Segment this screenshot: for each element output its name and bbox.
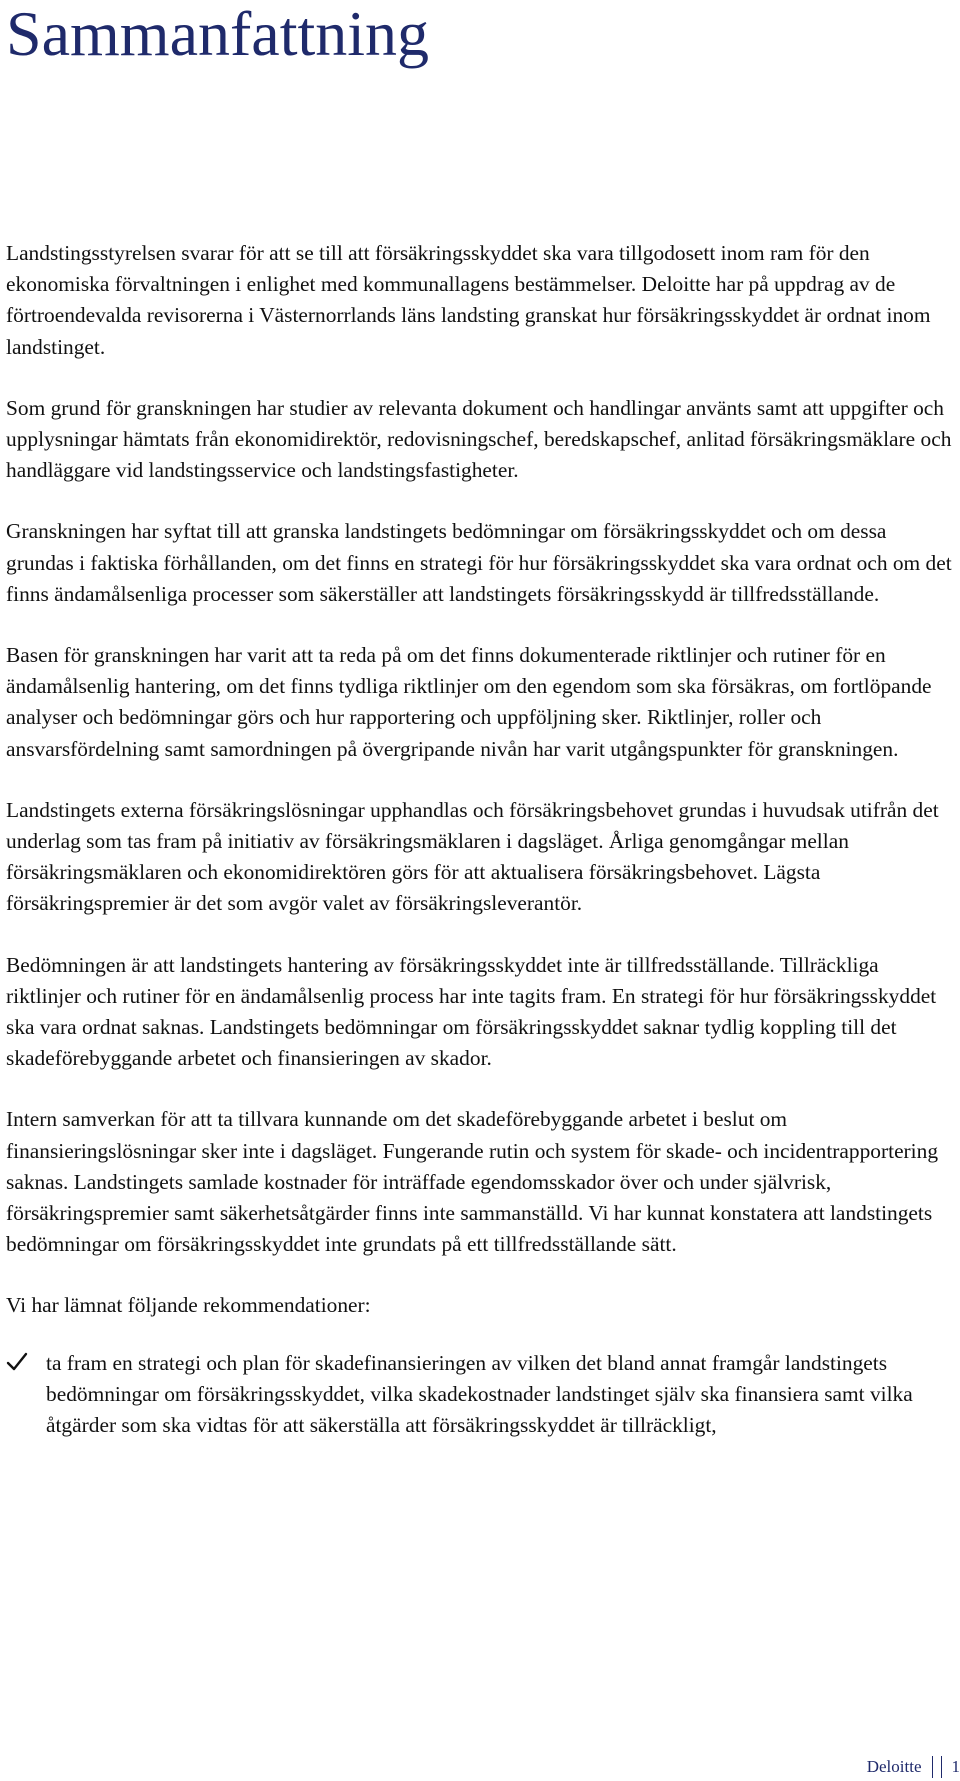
document-body (6, 238, 954, 1441)
recommendation-text: ta fram en strategi och plan för skadefinansieringen av vilken det bland annat framgår landstingets bedömningar om försäkringsskyddet, vilka skadekostnader landstinget själv ska finansiera samt vilka åtgärder som ska vidtas för att säkerställa att försäkringsskyddet är tillräckligt, (46, 1350, 913, 1438)
paragraph-3: Granskningen har syftat till att granska landstingets bedömningar om försäkringsskyddet och om dessa grundas i faktiska förhållanden, om det finns en strategi för hur försäkringsskyddet ska vara ordnat och om det finns ändamålsenliga processer som säkerställer att landstingets försäkringsskydd är tillfredsställande. (6, 519, 952, 606)
footer-brand: Deloitte (866, 1757, 922, 1776)
paragraph-7: Intern samverkan för att ta tillvara kunnande om det skadeförebyggande arbetet i beslut om finansieringslösningar sker inte i dagsläget. Fungerande rutin och system för skade- och incidentrapportering saknas. Landstingets samlade kostnader för inträffade egendomsskador över och under självrisk, försäkringspremier samt säkerhetsåtgärder finns inte sammanställd. Vi har kunnat konstatera att landstingets bedömningar om försäkringsskyddet inte grundats på ett tillfredsställande sätt. (6, 1107, 939, 1257)
footer-divider (932, 1756, 933, 1778)
page-number: 1 (951, 1757, 960, 1776)
list-item (6, 1348, 954, 1442)
page-title: Sammanfattning (6, 0, 430, 69)
recommendations-intro: Vi har lämnat följande rekommendationer: (6, 1293, 371, 1318)
paragraph-4: Basen för granskningen har varit att ta reda på om det finns dokumenterade riktlinjer och rutiner för en ändamålsenlig hantering, om det finns tydliga riktlinjer om den egendom som ska försäkras, om fortlöpande analyser och bedömningar görs och hur rapportering och uppföljning sker. Riktlinjer, roller och ansvarsfördelning samt samordningen på övergripande nivån har varit utgångspunkter för granskningen. (6, 643, 932, 761)
paragraph-6: Bedömningen är att landstingets hantering av försäkringsskyddet inte är tillfredsställande. Tillräckliga riktlinjer och rutiner för en ändamålsenlig process har inte tagits fram. En strategi för hur försäkringsskyddet ska vara ordnat saknas. Landstingets bedömningar om försäkringsskyddet saknar tydlig koppling till det skadeförebyggande arbetet och finansieringen av skador. (6, 952, 937, 1071)
paragraph-1: Landstingsstyrelsen svarar för att se till att försäkringsskyddet ska vara tillgodosett inom ram för den ekonomiska förvaltningen i enlighet med kommunallagens bestämmelser. Deloitte har på uppdrag av de förtroendevalda revisorerna i Västernorrlands läns landsting granskat hur försäkringsskyddet är ordnat inom landstinget. (6, 241, 931, 359)
page-footer (867, 1756, 960, 1778)
paragraph-5: Landstingets externa försäkringslösningar upphandlas och försäkringsbehovet grundas i huvudsak utifrån det underlag som tas fram på initiativ av försäkringsmäklaren i dagsläget. Årliga genomgångar mellan försäkringsmäklaren och ekonomidirektören görs för att aktualisera försäkringsbehovet. Lägsta försäkringspremier är det som avgör valet av försäkringsleverantör. (6, 797, 939, 916)
recommendations-list (6, 1348, 954, 1442)
footer-divider (941, 1756, 942, 1778)
paragraph-2: Som grund för granskningen har studier av relevanta dokument och handlingar använts samt att uppgifter och upplysningar hämtats från ekonomidirektör, redovisningschef, beredskapschef, anlitad försäkringsmäklare och handläggare vid landstingsservice och landstingsfastigheter. (6, 395, 952, 483)
checkmark-icon (6, 1351, 28, 1373)
